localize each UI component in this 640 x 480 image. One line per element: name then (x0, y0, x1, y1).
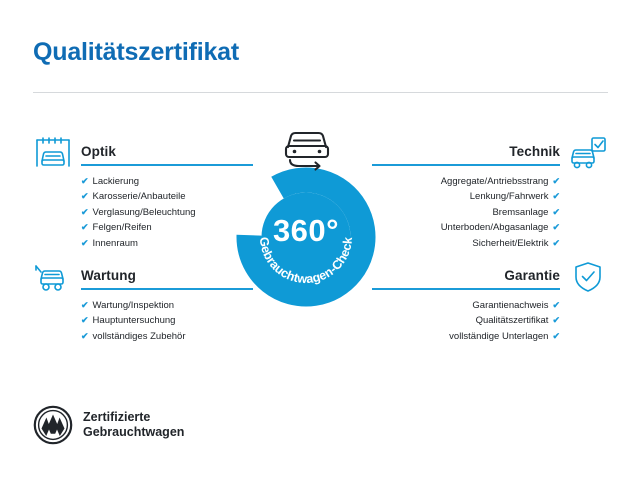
list-item (372, 329, 560, 345)
list-item (372, 298, 560, 314)
check-icon: ✔ (81, 191, 89, 201)
list-item (372, 236, 560, 252)
section-optik-items (33, 174, 253, 252)
list-item-label: Unterboden/Abgasanlage (440, 222, 549, 233)
vw-logo-icon (33, 405, 73, 445)
car-front-rotate-icon (276, 129, 338, 171)
check-icon: ✔ (552, 299, 560, 310)
list-item (372, 189, 560, 205)
list-item-label: Qualitätszertifikat (475, 315, 549, 326)
check-icon: ✔ (81, 315, 89, 325)
list-item (372, 220, 560, 236)
list-item (81, 189, 253, 205)
list-item-label: Wartung/Inspektion (92, 299, 175, 311)
badge-degrees: 360° (272, 213, 340, 248)
list-item-label: Innenraum (92, 237, 138, 249)
check-icon: ✔ (552, 206, 560, 217)
list-item-label: Lenkung/Fahrwerk (469, 191, 549, 202)
section-garantie-heading: Garantie (504, 268, 560, 283)
center-badge (232, 163, 380, 311)
vw-footer-text (83, 410, 184, 440)
list-item-label: Garantienachweis (472, 299, 549, 311)
section-wartung-items (33, 298, 253, 345)
check-icon: ✔ (552, 330, 560, 341)
section-technik-items (372, 174, 608, 252)
list-item-label: Hauptuntersuchung (92, 315, 176, 326)
section-technik-divider (372, 164, 560, 166)
vw-footer (33, 405, 184, 445)
list-item-label: Karosserie/Anbauteile (92, 191, 186, 202)
list-item (372, 205, 560, 221)
section-wartung-divider (81, 288, 253, 290)
section-wartung-heading: Wartung (81, 268, 136, 283)
section-technik (372, 144, 608, 251)
list-item-label: Bremsanlage (492, 206, 549, 218)
check-icon: ✔ (552, 315, 560, 325)
list-item (81, 236, 253, 252)
check-icon: ✔ (552, 191, 560, 201)
check-icon: ✔ (81, 222, 89, 232)
list-item (81, 298, 253, 314)
page-title: Qualitätszertifikat (33, 38, 239, 66)
list-item (81, 313, 253, 329)
section-garantie-items (372, 298, 608, 345)
section-wartung (33, 268, 253, 344)
list-item (81, 329, 253, 345)
check-icon: ✔ (81, 206, 89, 217)
list-item (372, 174, 560, 190)
list-item (81, 174, 253, 190)
title-divider (33, 92, 608, 93)
list-item (81, 220, 253, 236)
section-optik-divider (81, 164, 253, 166)
list-item-label: vollständiges Zubehör (92, 330, 186, 342)
check-icon: ✔ (552, 175, 560, 186)
check-icon: ✔ (81, 330, 89, 341)
check-icon: ✔ (81, 175, 89, 186)
check-icon: ✔ (552, 222, 560, 232)
check-icon: ✔ (81, 237, 89, 248)
svg-text:Gebrauchtwagen-Check: Gebrauchtwagen-Check (256, 236, 356, 287)
check-icon: ✔ (552, 237, 560, 248)
section-garantie-divider (372, 288, 560, 290)
section-technik-heading: Technik (509, 144, 560, 159)
section-garantie (372, 268, 608, 344)
section-optik (33, 144, 253, 251)
section-optik-heading: Optik (81, 144, 117, 159)
list-item (81, 205, 253, 221)
vw-footer-line1: Zertifizierte (83, 410, 151, 424)
list-item-label: Sicherheit/Elektrik (472, 237, 549, 249)
vw-footer-line2: Gebrauchtwagen (83, 425, 185, 439)
list-item (372, 313, 560, 329)
list-item-label: vollständige Unterlagen (449, 330, 549, 342)
list-item-label: Lackierung (92, 175, 140, 187)
list-item-label: Verglasung/Beleuchtung (92, 206, 196, 218)
check-icon: ✔ (81, 299, 89, 310)
list-item-label: Felgen/Reifen (92, 222, 152, 233)
list-item-label: Aggregate/Antriebsstrang (440, 175, 549, 187)
